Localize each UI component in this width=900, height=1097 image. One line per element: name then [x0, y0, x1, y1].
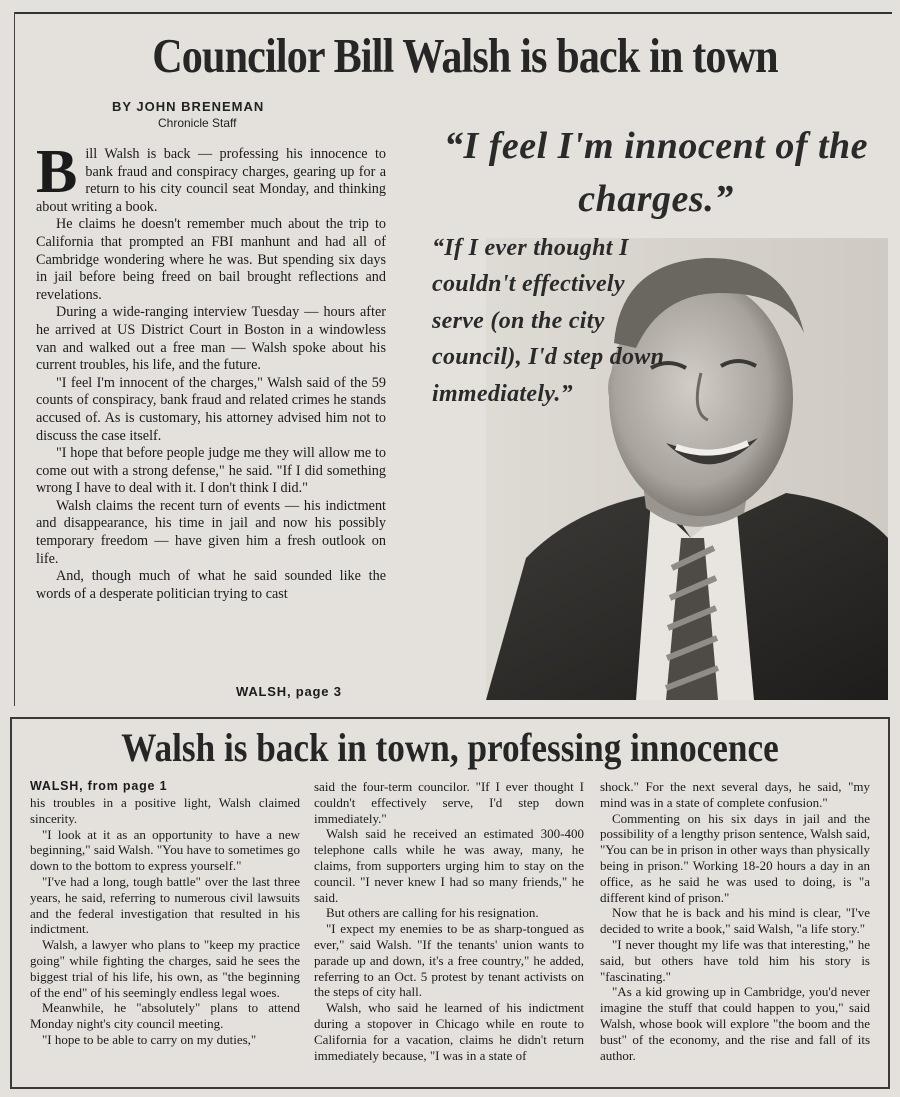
body-paragraph: Commenting on his six days in jail and the possibility of a lengthy prison sentence, Walsh said, "You can be in prison in other ways than physically being in prison." Working 18-20 hours a day in an office, as he said he was used to doing, is "a different kind of prison."	[600, 810, 870, 905]
body-paragraph: He claims he doesn't remember much about the trip to California that prompted an FBI manhunt and had all of Cambridge wondering where he was. But spending six days in jail before being freed on bail brought reflections and revelations.	[36, 216, 386, 303]
body-paragraph: "As a kid growing up in Cambridge, you'd never imagine the stuff that could happen to you," said Walsh, whose book will explore "the boom and the bust" of the economy, and the rise and fall of its author.	[600, 984, 870, 1063]
continuation-column-1	[30, 795, 300, 1048]
continuation-headline: Walsh is back in town, professing innocence	[121, 725, 779, 770]
pull-quote-main: “I feel I'm innocent of the charges.”	[443, 125, 869, 220]
body-paragraph: During a wide-ranging interview Tuesday — hours after he arrived at US District Court in Boston in a windowless van and walked out a free man — Walsh spoke about his current troubles, his life, and the future.	[36, 304, 386, 374]
body-paragraph: "I expect my enemies to be as sharp-tongued as ever," said Walsh. "If the tenants' union wants to parade up and down, it's a free country," he added, referring to an Oct. 5 protest by tenant activists on the steps of city hall.	[314, 921, 584, 1000]
body-paragraph: Walsh claims the recent turn of events — his indictment and disappearance, his time in jail and now his possibly temporary freedom — have given him a fresh outlook on life.	[36, 497, 386, 567]
article-body	[36, 138, 386, 603]
top-rule	[14, 12, 892, 14]
body-paragraph: Walsh, who said he learned of his indictment during a stopover in Chicago while en route to California for a vacation, claims he didn't return immediately because, "I was in a state of	[314, 1000, 584, 1063]
body-paragraph: And, though much of what he said sounded like the words of a desperate politician trying to cast	[36, 568, 386, 602]
body-paragraph: "I never thought my life was that interesting," he said, but others have told him his story is "fascinating."	[600, 936, 870, 984]
continuation-column-3	[600, 779, 870, 1063]
left-rule	[14, 12, 15, 706]
body-paragraph: said the four-term councilor. "If I ever thought I couldn't effectively serve, I'd step down immediately."	[314, 779, 584, 826]
body-paragraph: Walsh said he received an estimated 300-400 telephone calls while he was away, many, he claims, from supporters urging him to stay on the council. "I never knew I had so many friends," he said.	[314, 826, 584, 905]
jump-line: WALSH, page 3	[236, 684, 342, 699]
body-paragraph: "I hope to be able to carry on my duties,"	[42, 1031, 257, 1047]
body-paragraph: Now that he is back and his mind is clear, "I've decided to write a book," said Walsh, "a life story."	[600, 905, 870, 937]
body-paragraph: "I look at it as an opportunity to have a new beginning," said Walsh. "You have to sometimes go down to the bottom to express yourself."	[30, 826, 300, 874]
body-paragraph: shock." For the next several days, he said, "my mind was in a state of complete confusion."	[600, 779, 870, 810]
body-paragraph: "I've had a long, tough battle" over the last three years, he said, referring to numerous civil lawsuits and the federal investigation that resulted in his indictment.	[30, 873, 300, 937]
body-paragraph: his troubles in a positive light, Walsh claimed sincerity.	[30, 795, 300, 826]
body-paragraph: Meanwhile, he "absolutely" plans to attend Monday night's city council meeting.	[30, 1000, 300, 1032]
drop-cap: B	[36, 138, 78, 206]
body-paragraph: Walsh, a lawyer who plans to "keep my practice going" while fighting the charges, said he sees the biggest trial of his life, his own, as "the beginning of the end" of his seemingly endless legal woes.	[30, 937, 300, 1000]
body-paragraph: "I hope that before people judge me they will allow me to come out with a strong defense," he said. "If I did something wrong I have to deal with it. I don't think I did."	[36, 445, 386, 497]
continuation-column-2	[314, 779, 584, 1063]
staff-label: Chronicle Staff	[158, 116, 237, 130]
pull-quote-secondary: “If I ever thought I couldn't effectively serve (on the city council), I'd step down immediately.”	[432, 235, 665, 407]
lead-paragraph: Bill Walsh is back — professing his innocence to bank fraud and conspiracy charges, gearing up for a return to his city council seat Monday, and thinking about writing a book.	[36, 138, 386, 215]
body-paragraph: But others are calling for his resignation.	[326, 905, 539, 921]
byline: BY JOHN BRENEMAN	[112, 99, 265, 114]
article-headline: Councilor Bill Walsh is back in town	[152, 28, 778, 83]
from-label: WALSH, from page 1	[30, 779, 168, 793]
body-paragraph: "I feel I'm innocent of the charges," Walsh said of the 59 counts of conspiracy, bank fraud and related crimes he stands accused of. As is customary, his attorney advised him not to discuss the case itself.	[36, 374, 386, 444]
